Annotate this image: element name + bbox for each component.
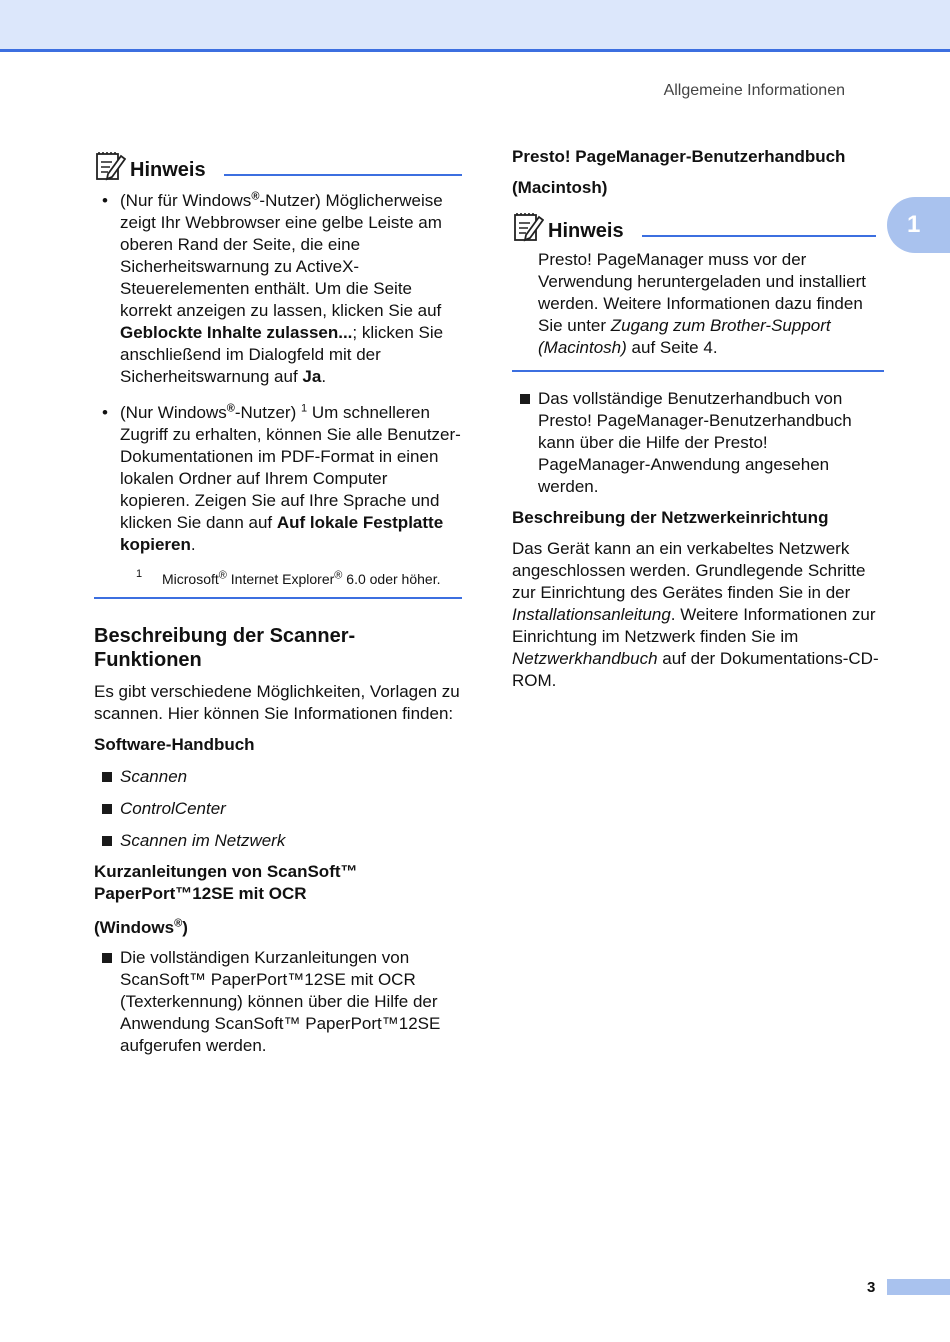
square-bullet-icon — [102, 836, 112, 846]
square-bullet-icon — [102, 953, 112, 963]
note-rule — [224, 174, 462, 176]
note-rule — [642, 235, 876, 237]
list-item: Das vollständige Benutzerhandbuch von Presto! PageManager-Benutzerhandbuch kann über die Hilfe der Presto! PageManager-Anwendung angesehen werden. — [512, 388, 884, 498]
list-item: ControlCenter — [94, 798, 462, 820]
quick-guide-heading: Kurzanleitungen von ScanSoft™ PaperPort™12SE mit OCR — [94, 862, 358, 903]
right-column — [512, 146, 884, 692]
presto-heading: Presto! PageManager-Benutzerhandbuch — [512, 147, 846, 166]
note-pencil-icon — [94, 150, 126, 182]
windows-heading: (Windows®) — [94, 917, 188, 937]
intro-paragraph: Es gibt verschiedene Möglichkeiten, Vorlagen zu scannen. Hier können Sie Informationen finden: — [94, 682, 460, 723]
network-paragraph: Das Gerät kann an ein verkabeltes Netzwerk angeschlossen werden. Grundlegende Schritte zur Einrichtung des Gerätes finden Sie in der Installationsanleitung. Weitere Informationen zur Einrichtung im Netzwerk finden Sie im Netzwerkhandbuch auf der Dokumentations-CD-ROM. — [512, 539, 879, 690]
note-text: Presto! PageManager muss vor der Verwendung heruntergeladen und installiert werden. Weitere Informationen dazu finden Sie unter Zugang zum Brother-Support (Macintosh) auf Seite 4. — [538, 250, 866, 357]
running-header: Allgemeine Informationen — [663, 82, 845, 99]
note-title: Hinweis — [548, 220, 624, 242]
square-bullet-icon — [102, 772, 112, 782]
page-number-bar — [887, 1279, 950, 1295]
chapter-tab — [887, 197, 950, 253]
square-bullet-icon — [520, 394, 530, 404]
footnote-ref: 1 — [300, 402, 308, 415]
section-heading: Beschreibung der Scanner-Funktionen — [94, 625, 356, 671]
note-item: • (Nur Windows®-Nutzer) $^1$ Um schnelleren Zugriff zu erhalten, können Sie alle Benutzer-Dokumentationen im PDF-Format in einen lokalen Ordner auf Ihrem Computer kopieren. Zeigen Sie auf Ihre Sprache und klicken Sie dann auf Auf lokale Festplatte kopieren. — [102, 402, 461, 554]
left-column — [94, 150, 462, 1057]
note-header — [94, 150, 462, 186]
chapter-number: 1 — [907, 211, 921, 238]
list-item: Scannen im Netzwerk — [94, 830, 462, 852]
list-item: Die vollständigen Kurzanleitungen von ScanSoft™ PaperPort™12SE mit OCR (Texterkennung) können über die Hilfe der Anwendung ScanSoft™ PaperPort™12SE aufgerufen werden. — [94, 947, 462, 1057]
footnote: 1 Microsoft® Internet Explorer® 6.0 oder höher. — [136, 568, 441, 587]
square-bullet-icon — [102, 804, 112, 814]
note-header — [512, 211, 884, 247]
presto-heading-platform: (Macintosh) — [512, 178, 608, 197]
page-number: 3 — [867, 1279, 876, 1296]
note-title: Hinweis — [130, 159, 206, 181]
note-pencil-icon — [512, 211, 544, 243]
note-item: • (Nur für Windows®-Nutzer) Möglicherweise zeigt Ihr Webbrowser eine gelbe Leiste am oberen Rand der Seite, die eine Sicherheitswarnung zu ActiveX-Steuerelementen enthält. Um die Seite korrekt anzeigen zu lassen, klicken Sie auf Geblockte Inhalte zulassen...; klicken Sie anschließend im Dialogfeld mit der Sicherheitswarnung auf Ja. — [102, 190, 444, 386]
network-heading: Beschreibung der Netzwerkeinrichtung — [512, 508, 829, 527]
software-heading: Software-Handbuch — [94, 735, 255, 754]
note-bottom-rule — [94, 597, 462, 599]
top-band — [0, 0, 950, 52]
note-bottom-rule — [512, 370, 884, 372]
list-item: Scannen — [94, 766, 462, 788]
